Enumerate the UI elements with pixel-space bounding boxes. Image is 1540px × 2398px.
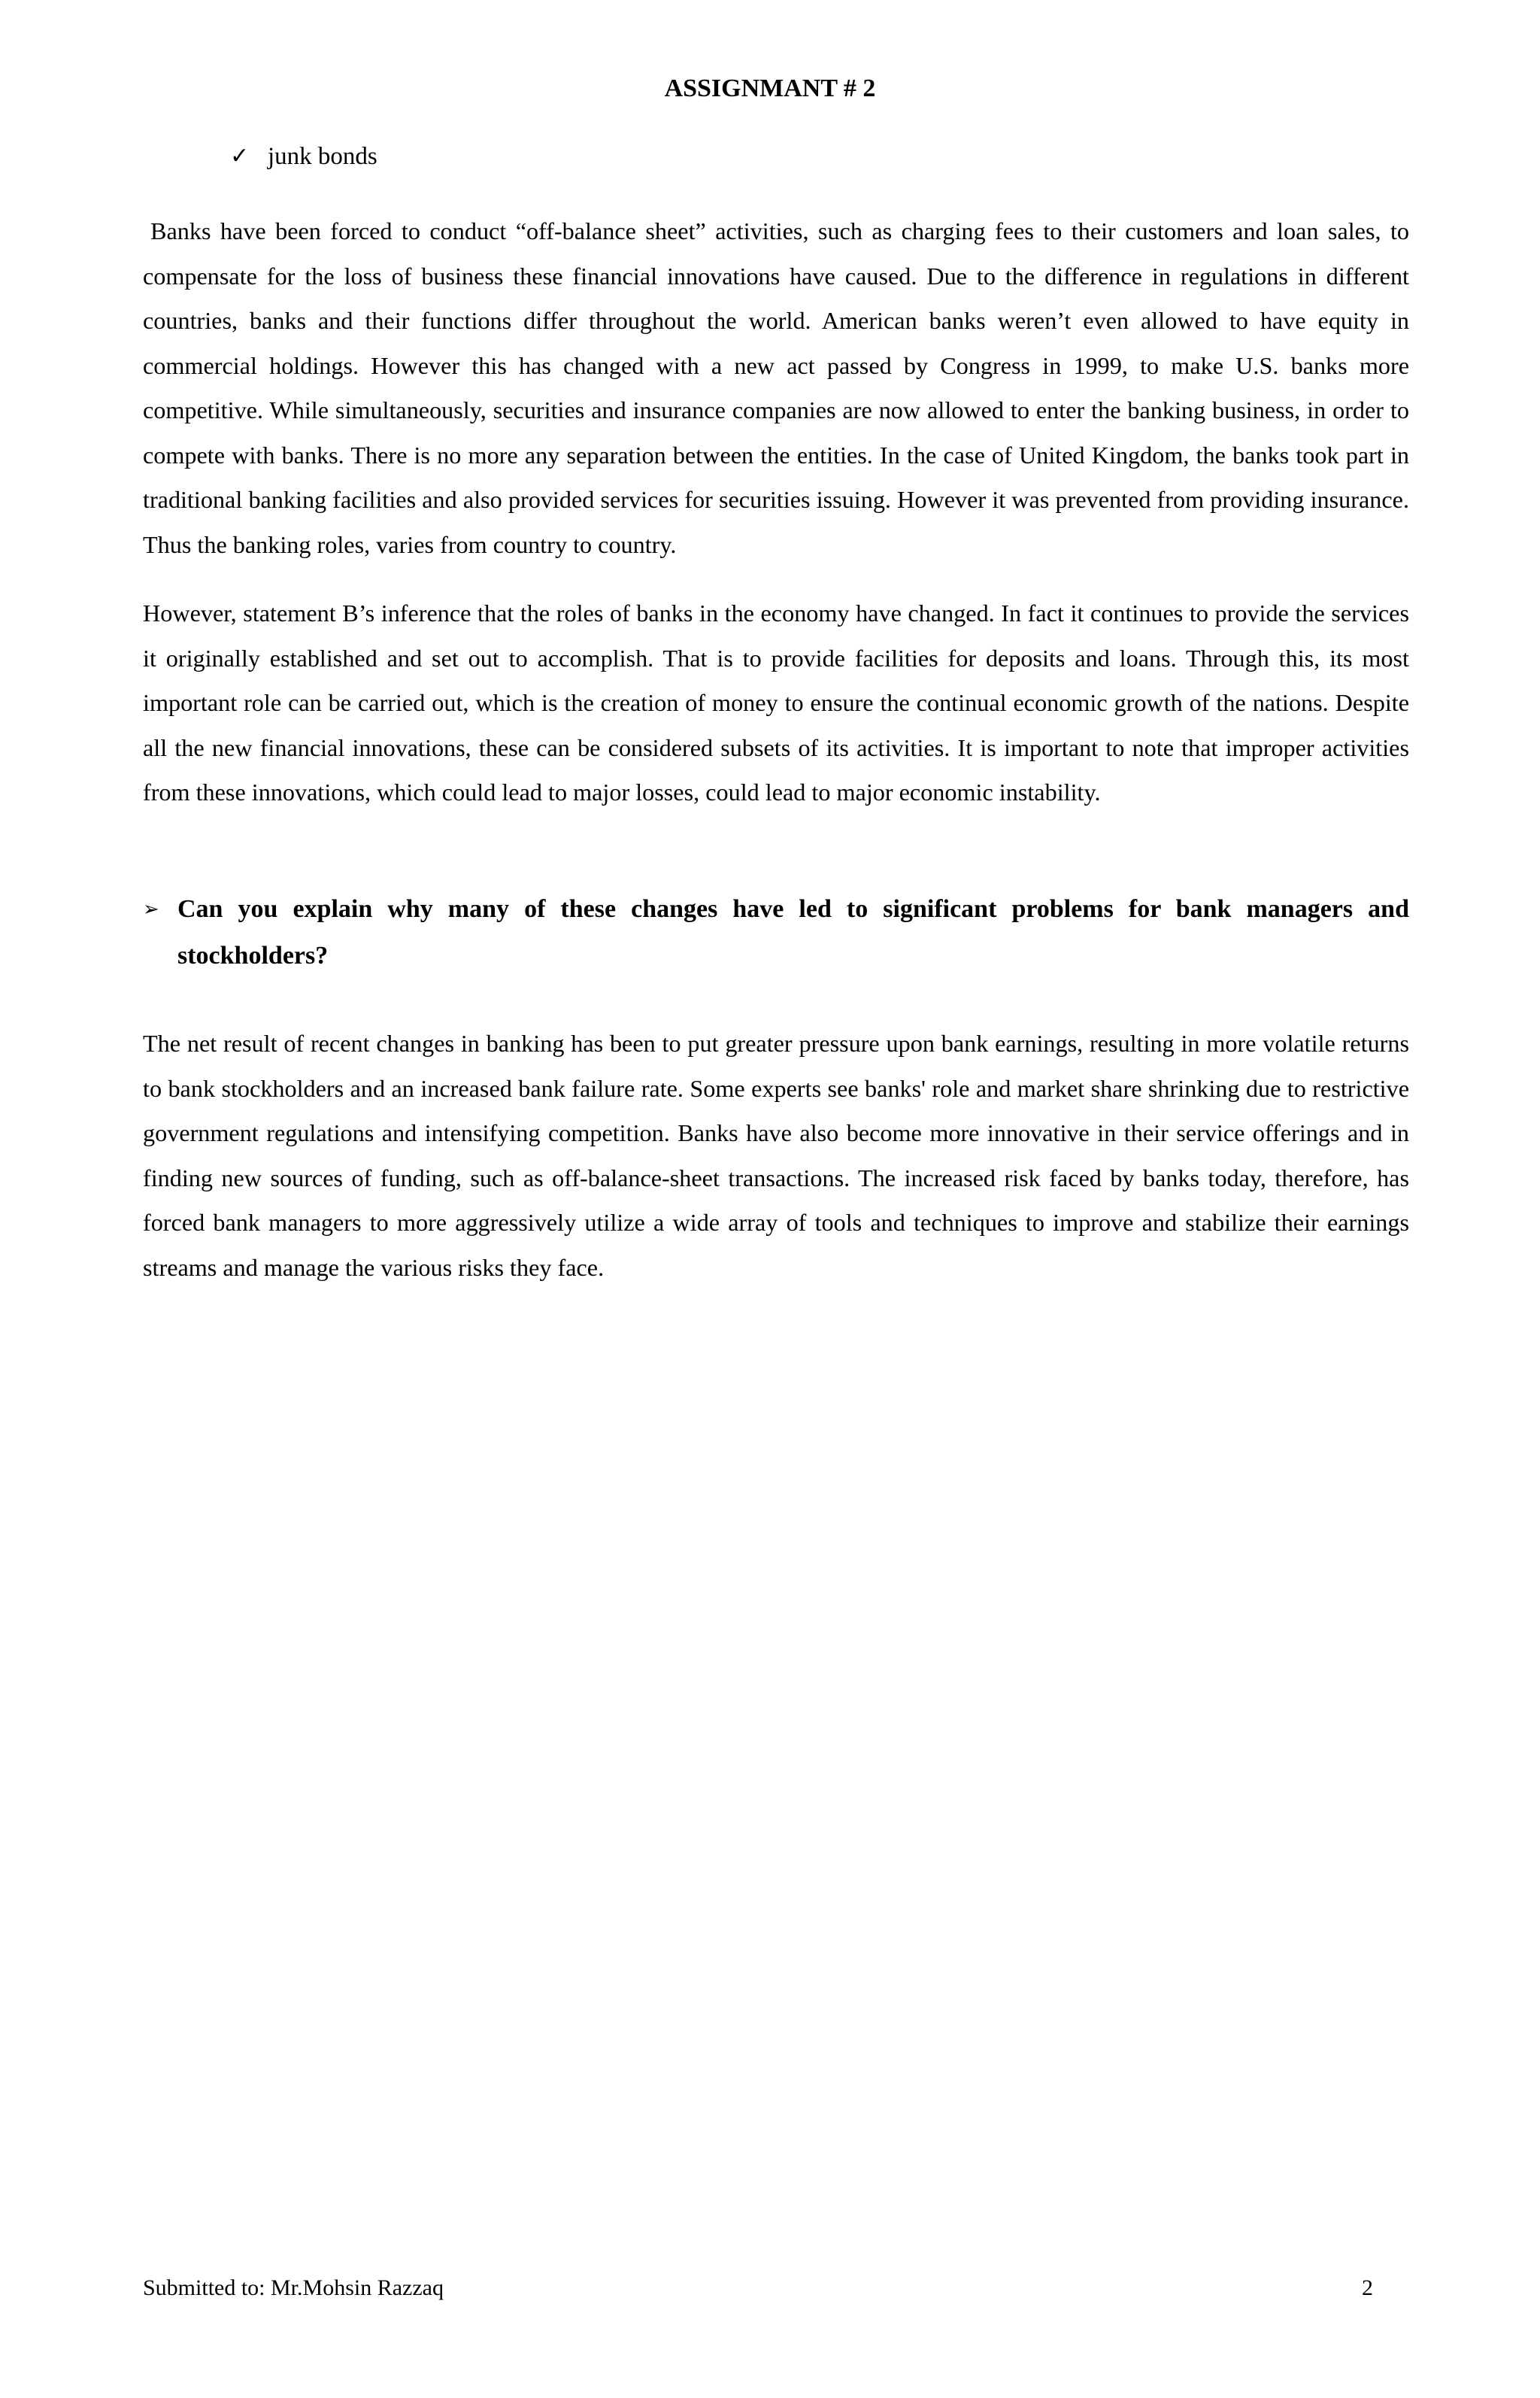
- paragraph-statement-b: However, statement B’s inference that the roles of banks in the economy have changed. In fact it continues to provide the services it originally established and set out to accomplish. That is to provide facilities for deposits and loans. Through this, its most important role can be carried out, which is the creation of money to ensure the continual economic growth of the nations. Despite all the new financial innovations, these can be considered subsets of its activities. It is important to note that improper activities from these innovations, which could lead to major losses, could lead to major economic instability.: [143, 600, 1409, 806]
- checklist-item-label: junk bonds: [268, 143, 377, 170]
- question-heading: [143, 886, 1409, 979]
- footer-submitted-to: Submitted to: Mr.Mohsin Razzaq: [143, 2275, 444, 2300]
- footer-page-number: 2: [1362, 2275, 1373, 2300]
- arrow-bullet-icon: ➢: [143, 898, 159, 920]
- checklist-item: [230, 140, 377, 173]
- paragraph-off-balance-sheet: Banks have been forced to conduct “off-balance sheet” activities, such as charging fees to their customers and loan sales, to compensate for the loss of business these financial innovations have caused. Due to the difference in regulations in different countries, banks and their functions differ throughout the world. American banks weren’t even allowed to have equity in commercial holdings. However this has changed with a new act passed by Congress in 1999, to make U.S. banks more competitive. While simultaneously, securities and insurance companies are now allowed to enter the banking business, in order to compete with banks. There is no more any separation between the entities. In the case of United Kingdom, the banks took part in traditional banking facilities and also provided services for securities issuing. However it was prevented from providing insurance. Thus the banking roles, varies from country to country.: [143, 217, 1409, 558]
- page-title: ASSIGNMANT # 2: [664, 74, 876, 102]
- check-mark-icon: ✓: [230, 144, 250, 168]
- question-text: Can you explain why many of these changes have led to significant problems for bank managers and stockholders?: [177, 895, 1409, 970]
- paragraph-answer: The net result of recent changes in banking has been to put greater pressure upon bank earnings, resulting in more volatile returns to bank stockholders and an increased bank failure rate. Some experts see banks' role and market share shrinking due to restrictive government regulations and intensifying competition. Banks have also become more innovative in their service offerings and in finding new sources of funding, such as off-balance-sheet transactions. The increased risk faced by banks today, therefore, has forced bank managers to more aggressively utilize a wide array of tools and techniques to improve and stabilize their earnings streams and manage the various risks they face.: [143, 1030, 1409, 1281]
